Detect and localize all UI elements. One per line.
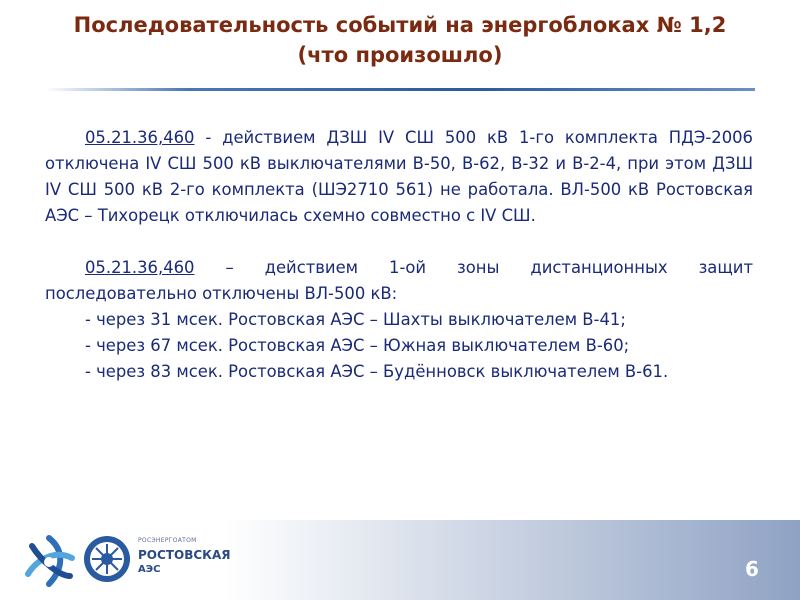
event-text-2: – действием 1-ой зоны дистанционных защит последовательно отключены ВЛ-500 кВ: bbox=[45, 258, 753, 303]
slide-title-line1: Последовательность событий на энергоблоках № 1,2 bbox=[73, 13, 727, 37]
events-text bbox=[45, 125, 753, 385]
rostov-npp-emblem-icon bbox=[82, 534, 132, 584]
slide-title-line2: (что произошло) bbox=[297, 43, 503, 67]
org-small-label: РОСЭНЕРГОАТОМ bbox=[138, 537, 197, 544]
list-item: - через 67 мсек. Ростовская АЭС – Южная выключателем В-60; bbox=[85, 336, 630, 355]
org-sub: АЭС bbox=[138, 564, 161, 575]
page-number: 6 bbox=[745, 557, 759, 581]
rosatom-logo-icon bbox=[20, 532, 78, 590]
org-name: РОСТОВСКАЯ bbox=[138, 548, 231, 562]
event-paragraph-2 bbox=[45, 255, 753, 307]
event-timestamp-2: 05.21.36,460 bbox=[85, 258, 195, 277]
title-divider bbox=[45, 88, 755, 91]
slide-title bbox=[0, 10, 800, 70]
list-item: - через 83 мсек. Ростовская АЭС – Будённовск выключателем В-61. bbox=[85, 362, 669, 381]
event-paragraph-1 bbox=[45, 125, 753, 229]
list-item: - через 31 мсек. Ростовская АЭС – Шахты выключателем В-41; bbox=[85, 310, 626, 329]
event-timestamp-1: 05.21.36,460 bbox=[85, 128, 195, 147]
event-text-1: - действием ДЗШ IV СШ 500 кВ 1-го комплекта ПДЭ-2006 отключена IV СШ 500 кВ выключателями В-50, В-62, В-32 и В-2-4, при этом ДЗШ IV СШ 500 кВ 2-го комплекта (ШЭ2710 561) не работала. ВЛ-500 кВ Ростовская АЭС – Тихорецк отключилась схемно совместно с IV СШ. bbox=[45, 128, 753, 225]
